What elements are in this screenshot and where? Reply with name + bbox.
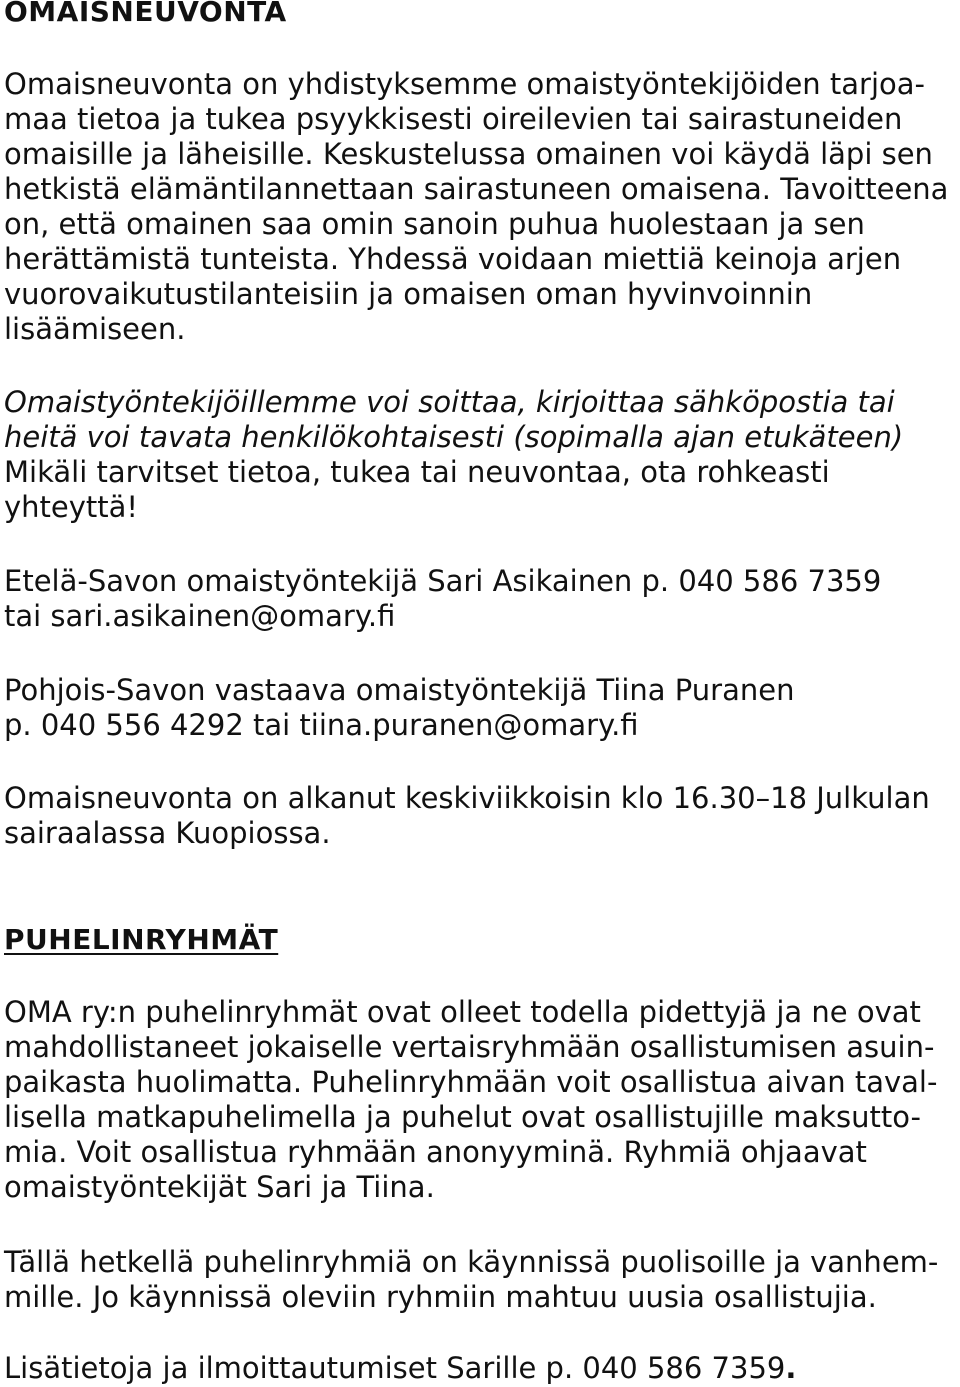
contact-etela-savo-email: tai sari.asikainen@omary.fi [4,599,396,633]
paragraph-line: vuorovaikutustilanteisiin ja omaisen oman hyvinvoinnin [4,277,813,311]
schedule-line: sairaalassa Kuopiossa. [4,816,331,850]
paragraph-line: omaistyöntekijät Sari ja Tiina. [4,1170,435,1204]
paragraph-line: mia. Voit osallistua ryhmään anonyyminä. Ryhmiä ohjaavat [4,1135,867,1169]
schedule-line: Omaisneuvonta on alkanut keskiviikkoisin klo 16.30–18 Julkulan [4,781,930,815]
paragraph-line: lisäämiseen. [4,312,186,346]
info-period: . [785,1351,797,1385]
paragraph-line: on, että omainen saa omin sanoin puhua huolestaan ja sen [4,207,865,241]
info-text: Lisätietoja ja ilmoittautumiset Sarille p. 040 586 7359 [4,1351,786,1385]
paragraph-line: Omaisneuvonta on yhdistyksemme omaistyöntekijöiden tarjoa- [4,67,926,101]
contact-line: Mikäli tarvitset tietoa, tukea tai neuvontaa, ota rohkeasti [4,455,830,489]
paragraph-line: mille. Jo käynnissä oleviin ryhmiin mahtuu uusia osallistujia. [4,1280,877,1314]
paragraph-line: herättämistä tunteista. Yhdessä voidaan miettiä keinoja arjen [4,242,902,276]
paragraph-line: OMA ry:n puhelinryhmät ovat olleet todella pidettyjä ja ne ovat [4,995,921,1029]
paragraph-line: mahdollistaneet jokaiselle vertaisryhmään osallistumisen asuin- [4,1030,935,1064]
paragraph-line: paikasta huolimatta. Puhelinryhmään voit osallistua aivan taval- [4,1065,938,1099]
italic-line: Omaistyöntekijöillemme voi soittaa, kirjoittaa sähköpostia tai [4,385,895,419]
contact-pohjois-savo-phone: p. 040 556 4292 tai tiina.puranen@omary.fi [4,708,639,742]
contact-etela-savo: Etelä-Savon omaistyöntekijä Sari Asikainen p. 040 586 7359 [4,564,882,598]
paragraph-line: omaisille ja läheisille. Keskustelussa omainen voi käydä läpi sen [4,137,933,171]
italic-line: heitä voi tavata henkilökohtaisesti (sopimalla ajan etukäteen) [4,420,904,454]
paragraph-line: hetkistä elämäntilannettaan sairastuneen omaisena. Tavoitteena [4,172,949,206]
contact-line: yhteyttä! [4,490,139,524]
info-line [4,1350,796,1386]
paragraph-line: maa tietoa ja tukea psyykkisesti oireilevien tai sairastuneiden [4,102,903,136]
contact-pohjois-savo: Pohjois-Savon vastaava omaistyöntekijä Tiina Puranen [4,673,795,707]
paragraph-line: lisella matkapuhelimella ja puhelut ovat osallistujille maksutto- [4,1100,922,1134]
heading-omaisneuvonta: OMAISNEUVONTA [4,0,287,28]
heading-puhelinryhmat: PUHELINRYHMÄT [4,923,279,956]
paragraph-line: Tällä hetkellä puhelinryhmiä on käynnissä puolisoille ja vanhem- [4,1245,939,1279]
